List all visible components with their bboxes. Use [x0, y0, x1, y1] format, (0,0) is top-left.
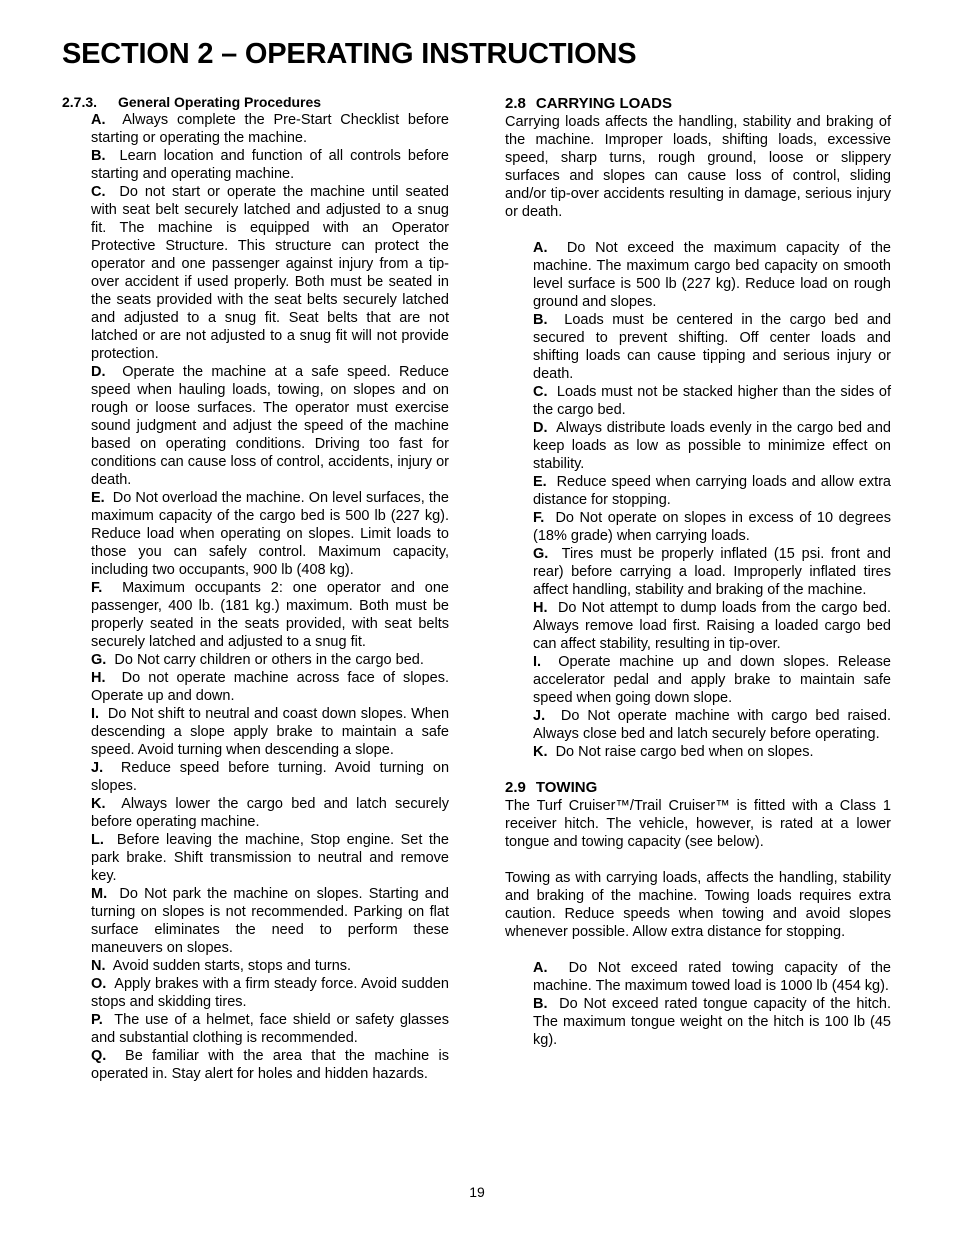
list-item — [91, 183, 449, 363]
subsection-title: General Operating Procedures — [118, 94, 322, 110]
item-text: Always distribute loads evenly in the cargo bed and keep loads as low as possible to minimize effect on stability. — [533, 420, 891, 472]
list-item — [91, 651, 449, 669]
item-letter: E. — [533, 474, 547, 490]
item-text: Learn location and function of all controls before starting and operating machine. — [91, 148, 449, 182]
item-letter: A. — [533, 240, 548, 256]
item-letter: E. — [91, 490, 105, 506]
list-item — [91, 975, 449, 1011]
carrying-heading — [505, 95, 891, 113]
list-item — [533, 995, 891, 1049]
item-text: Always lower the cargo bed and latch securely before operating machine. — [91, 796, 449, 830]
list-item — [533, 311, 891, 383]
item-letter: I. — [533, 654, 542, 670]
general-procedures-column — [62, 93, 449, 1083]
item-text: Do Not exceed rated towing capacity of the machine. The maximum towed load is 1000 lb (454 kg). — [533, 960, 891, 994]
list-item — [91, 1047, 449, 1083]
item-letter: D. — [533, 420, 548, 436]
item-letter: N. — [91, 958, 106, 974]
item-letter: H. — [533, 600, 548, 616]
item-text: Operate machine up and down slopes. Release accelerator pedal and apply brake to maintain safe speed when going down slope. — [533, 654, 891, 706]
list-item — [91, 1011, 449, 1047]
item-letter: F. — [533, 510, 545, 526]
spacer — [505, 761, 891, 779]
item-letter: C. — [91, 184, 106, 200]
item-text: Reduce speed before turning. Avoid turning on slopes. — [91, 760, 450, 794]
list-item — [91, 831, 449, 885]
towing-list — [533, 959, 891, 1049]
spacer — [505, 221, 891, 239]
item-text: Tires must be properly inflated (15 psi. front and rear) before carrying a load. Improperly inflated tires affect handling, stability and braking of the machine. — [533, 546, 891, 598]
item-text: Do Not exceed the maximum capacity of the machine. The maximum cargo bed capacity on smooth level surface is 500 lb (227 kg). Reduce load on rough ground and slopes. — [533, 240, 892, 310]
carrying-intro: Carrying loads affects the handling, stability and braking of the machine. Improper loads, shifting loads, excessive speed, sharp turns, rough ground, loose or slippery surfaces and slopes can cause loss of control, sliding and/or tip-over accidents resulting in damage, serious injury or death. — [505, 114, 891, 220]
item-letter: Q. — [91, 1048, 107, 1064]
spacer — [505, 851, 891, 869]
item-text: Do Not raise cargo bed when on slopes. — [555, 744, 814, 760]
item-letter: J. — [533, 708, 546, 724]
item-letter: H. — [91, 670, 106, 686]
item-text: Loads must not be stacked higher than the sides of the cargo bed. — [533, 384, 891, 418]
item-letter: D. — [91, 364, 106, 380]
item-letter: A. — [91, 112, 106, 128]
item-text: Do Not park the machine on slopes. Starting and turning on slopes is not recommended. Parking on flat surface eliminates the need to perform these maneuvers on slopes. — [91, 886, 449, 956]
item-letter: L. — [91, 832, 104, 848]
list-item — [91, 363, 449, 489]
list-item — [533, 707, 891, 743]
item-text: Do not start or operate the machine until seated with seat belt securely latched and adjusted to a snug fit. The machine is equipped with an Operator Protective Structure. This structure can protect the operator and one passenger against injury from a tip-over accident if used properly. Both must be seated in the seats provided with the seat belts securely latched and adjusted to a snug fit. Seat belts that are not latched or are not adjusted to a snug fit will not provide protection. — [91, 184, 449, 362]
page-number: 19 — [469, 1184, 485, 1200]
page-title: SECTION 2 – OPERATING INSTRUCTIONS — [62, 38, 637, 70]
list-item — [533, 653, 891, 707]
item-letter: K. — [91, 796, 106, 812]
item-text: Do Not shift to neutral and coast down slopes. When descending a slope apply brake to maintain a safe speed. Avoid turning when descending a slope. — [91, 706, 450, 758]
item-letter: G. — [91, 652, 107, 668]
list-item — [533, 599, 891, 653]
subsection-heading — [62, 93, 449, 111]
towing-heading — [505, 779, 891, 797]
list-item — [91, 669, 449, 705]
carrying-title: CARRYING LOADS — [535, 95, 672, 112]
list-item — [91, 111, 449, 147]
spacer — [505, 941, 891, 959]
item-text: Maximum occupants 2: one operator and one passenger, 400 lb. (181 kg.) maximum. Both must be properly seated in the seats provided, with seat belts securely latched and adjusted to a snug fit. — [91, 580, 449, 650]
item-letter: O. — [91, 976, 107, 992]
list-item — [91, 759, 449, 795]
item-text: Do Not operate machine with cargo bed raised. Always close bed and latch securely before operating. — [533, 708, 891, 742]
towing-intro-1: The Turf Cruiser™/Trail Cruiser™ is fitted with a Class 1 receiver hitch. The vehicle, however, is rated at a lower tongue and towing capacity (see below). — [505, 798, 891, 850]
item-text: Operate the machine at a safe speed. Reduce speed when hauling loads, towing, on slopes and on rough or loose surfaces. The operator must exercise sound judgment and adjust the speed of the machine based on operating conditions. Driving too fast for conditions can cause loss of control, accidents, injury or death. — [91, 364, 449, 488]
list-item — [533, 383, 891, 419]
item-text: Do Not exceed rated tongue capacity of the hitch. The maximum tongue weight on the hitch is 100 lb (45 kg). — [533, 996, 891, 1048]
towing-intro-2: Towing as with carrying loads, affects the handling, stability and braking of the machine. Towing loads requires extra caution. Reduce speeds when towing and avoid slopes whenever possible. Allow extra distance for stopping. — [505, 870, 891, 940]
item-text: Avoid sudden starts, stops and turns. — [112, 958, 352, 974]
list-item — [91, 885, 449, 957]
item-text: Loads must be centered in the cargo bed and secured to prevent shifting. Off center loads and shifting loads can cause tipping and serious injury or death. — [533, 312, 892, 382]
list-item — [91, 147, 449, 183]
item-text: Do Not operate on slopes in excess of 10 degrees (18% grade) when carrying loads. — [533, 510, 891, 544]
item-letter: C. — [533, 384, 548, 400]
item-letter: I. — [91, 706, 100, 722]
list-item — [91, 489, 449, 579]
list-item — [91, 795, 449, 831]
item-letter: B. — [91, 148, 106, 164]
towing-number: 2.9 — [505, 779, 526, 796]
list-item — [533, 545, 891, 599]
item-letter: K. — [533, 744, 548, 760]
item-letter: P. — [91, 1012, 103, 1028]
list-item — [533, 473, 891, 509]
carrying-number: 2.8 — [505, 95, 526, 112]
item-letter: G. — [533, 546, 549, 562]
list-item — [91, 957, 449, 975]
item-text: Apply brakes with a firm steady force. Avoid sudden stops and skidding tires. — [91, 976, 449, 1010]
list-item — [533, 419, 891, 473]
subsection-number: 2.7.3. — [62, 94, 98, 110]
item-text: Be familiar with the area that the machine is operated in. Stay alert for holes and hidden hazards. — [91, 1048, 449, 1082]
item-letter: J. — [91, 760, 104, 776]
towing-title: TOWING — [535, 779, 598, 796]
procedure-list — [62, 111, 449, 1083]
right-column — [505, 95, 891, 1049]
item-text: Do Not attempt to dump loads from the cargo bed. Always remove load first. Raising a loaded cargo bed can affect stability, resulting in tip-over. — [533, 600, 891, 652]
item-letter: B. — [533, 312, 548, 328]
item-text: The use of a helmet, face shield or safety glasses and substantial clothing is recommended. — [91, 1012, 449, 1046]
list-item — [533, 239, 891, 311]
carrying-list — [533, 239, 891, 761]
item-text: Do Not overload the machine. On level surfaces, the maximum capacity of the cargo bed is 500 lb (227 kg). Reduce load when operating on slopes. Limit loads to those you can safely control. Maximum capacity, including two occupants, 900 lb (408 kg). — [91, 490, 450, 578]
item-text: Before leaving the machine, Stop engine. Set the park brake. Shift transmission to neutral and remove key. — [91, 832, 449, 884]
list-item — [533, 509, 891, 545]
list-item — [91, 705, 449, 759]
list-item — [533, 743, 891, 761]
item-letter: M. — [91, 886, 108, 902]
item-text: Always complete the Pre-Start Checklist before starting or operating the machine. — [91, 112, 449, 146]
item-letter: B. — [533, 996, 548, 1012]
item-text: Reduce speed when carrying loads and allow extra distance for stopping. — [533, 474, 891, 508]
item-letter: F. — [91, 580, 103, 596]
item-letter: A. — [533, 960, 548, 976]
list-item — [533, 959, 891, 995]
item-text: Do not operate machine across face of slopes. Operate up and down. — [91, 670, 449, 704]
item-text: Do Not carry children or others in the cargo bed. — [114, 652, 424, 668]
list-item — [91, 579, 449, 651]
